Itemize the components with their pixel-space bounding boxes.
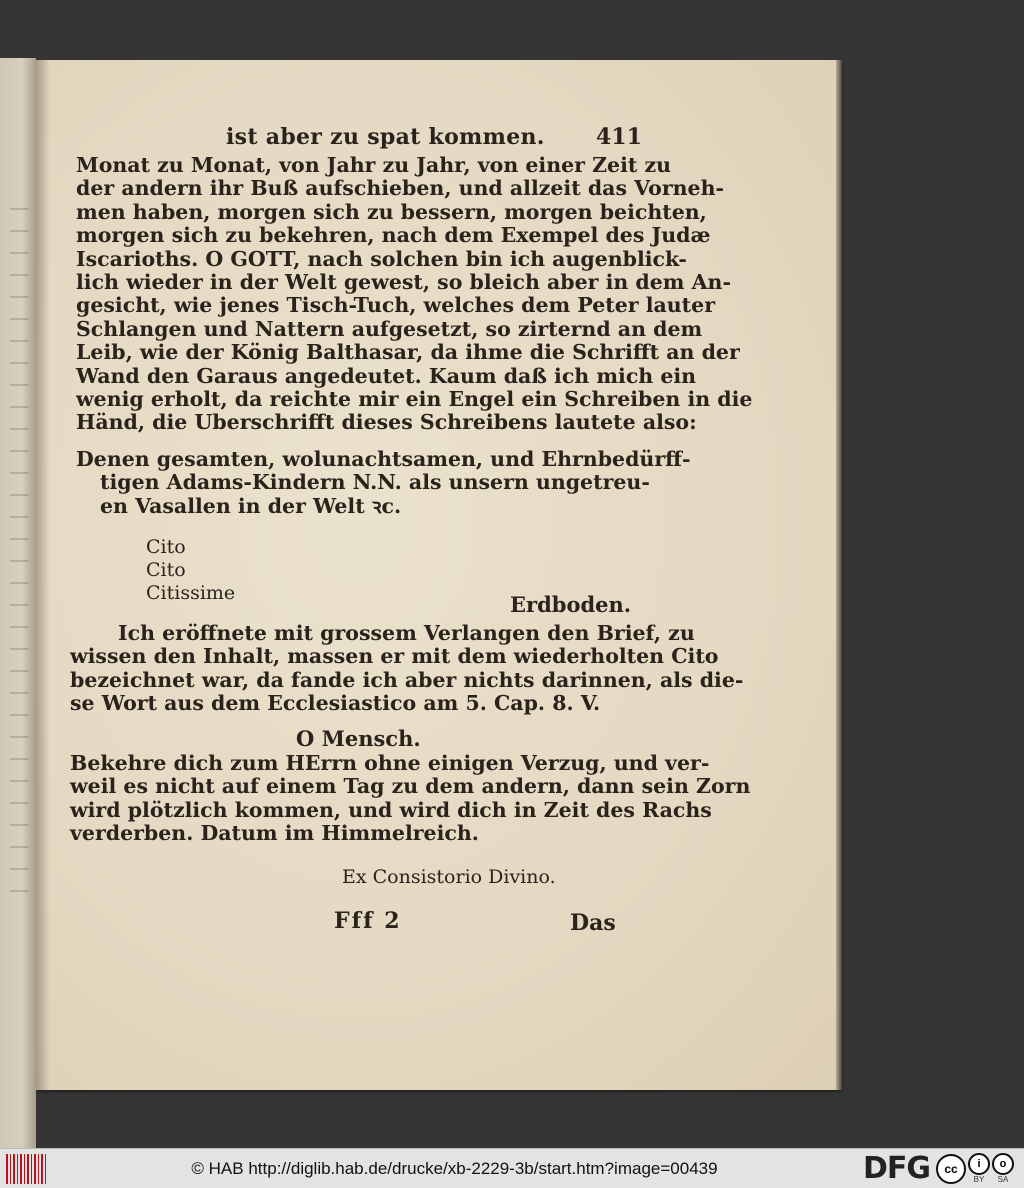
text-line: Wand den Garaus angedeutet. Kaum daß ich mich ein	[76, 363, 697, 388]
text-line: Monat zu Monat, von Jahr zu Jahr, von einer Zeit zu	[76, 153, 672, 177]
page-edge	[836, 60, 842, 1090]
book-page	[36, 60, 840, 1090]
page-number: 411	[596, 124, 642, 150]
hab-logo-icon	[6, 1154, 46, 1184]
text-line: Leib, wie der König Balthasar, da ihme die Schrifft an der	[76, 340, 740, 365]
text-line: verderben. Datum im Himmelreich.	[70, 821, 479, 846]
attribution-icon: i	[968, 1153, 990, 1175]
share-alike-icon: o	[992, 1153, 1014, 1175]
text-line: Ich eröffnete mit grossem Verlangen den Brief, zu	[118, 621, 695, 645]
dfg-logo: DFG	[862, 1151, 930, 1186]
text-line: Denen gesamten, wolunachtsamen, und Ehrnbedürff-	[76, 447, 691, 471]
text-line: men haben, morgen sich zu bessern, morgen beichten,	[76, 199, 707, 224]
cc-sa-group	[992, 1153, 1014, 1184]
cito-line: Cito	[146, 536, 186, 558]
text-line: wenig erholt, da reichte mir ein Engel ein Schreiben in die	[76, 387, 753, 412]
consistorio-line: Ex Consistorio Divino.	[342, 866, 556, 888]
text-line: gesicht, wie jenes Tisch-Tuch, welches dem Peter lauter	[76, 293, 715, 318]
catchword: Das	[570, 910, 616, 936]
text-line: Schlangen und Nattern aufgesetzt, so zirternd an dem	[76, 316, 703, 341]
text-line: wird plötzlich kommen, und wird dich in Zeit des Rachs	[70, 797, 712, 822]
letter-address	[76, 447, 691, 518]
gutter-shadow	[36, 60, 50, 1090]
citissime-line: Citissime	[146, 582, 236, 604]
previous-page-edge	[0, 58, 36, 1148]
text-line: Bekehre dich zum HErrn ohne einigen Verzug, und ver-	[70, 751, 710, 775]
cc-license-badge[interactable]	[936, 1153, 1014, 1184]
paragraph-3	[70, 621, 744, 716]
paragraph-1	[76, 153, 753, 435]
text-line: tigen Adams-Kindern N.N. als unsern ungetreu-	[100, 470, 650, 495]
signature-mark: Fff 2	[334, 908, 402, 934]
text-line: morgen sich zu bekehren, nach dem Exempel des Judæ	[76, 223, 711, 248]
text-line: se Wort aus dem Ecclesiastico am 5. Cap. 8. V.	[70, 691, 601, 716]
text-line: wissen den Inhalt, massen er mit dem wiederholten Cito	[70, 644, 719, 669]
cc-by-group	[968, 1153, 990, 1184]
text-line: lich wieder in der Welt gewest, so bleich aber in dem An-	[76, 270, 731, 295]
footer-bar	[0, 1148, 1024, 1188]
copyright-link[interactable]: © HAB http://diglib.hab.de/drucke/xb-2229-3b/start.htm?image=00439	[191, 1158, 718, 1178]
text-line: en Vasallen in der Welt ꝛc.	[100, 493, 402, 518]
paragraph-4	[70, 751, 751, 846]
text-line: Händ, die Uberschrifft dieses Schreibens lautete also:	[76, 410, 697, 435]
text-line: der andern ihr Buß aufschieben, und allzeit das Vorneh-	[76, 176, 724, 201]
running-head: ist aber zu spat kommen.	[226, 124, 545, 150]
erdboden-text: Erdboden.	[510, 592, 632, 617]
cc-icon: cc	[936, 1154, 966, 1184]
text-line: Iscarioths. O GOTT, nach solchen bin ich augenblick-	[76, 246, 687, 271]
text-line: weil es nicht auf einem Tag zu dem andern, dann sein Zorn	[70, 774, 751, 799]
o-mensch-heading: O Mensch.	[296, 726, 421, 751]
cc-sa-label: SA	[997, 1175, 1009, 1184]
cito-line: Cito	[146, 559, 186, 581]
cc-by-label: BY	[973, 1175, 985, 1184]
text-line: bezeichnet war, da fande ich aber nichts darinnen, als die-	[70, 667, 744, 692]
